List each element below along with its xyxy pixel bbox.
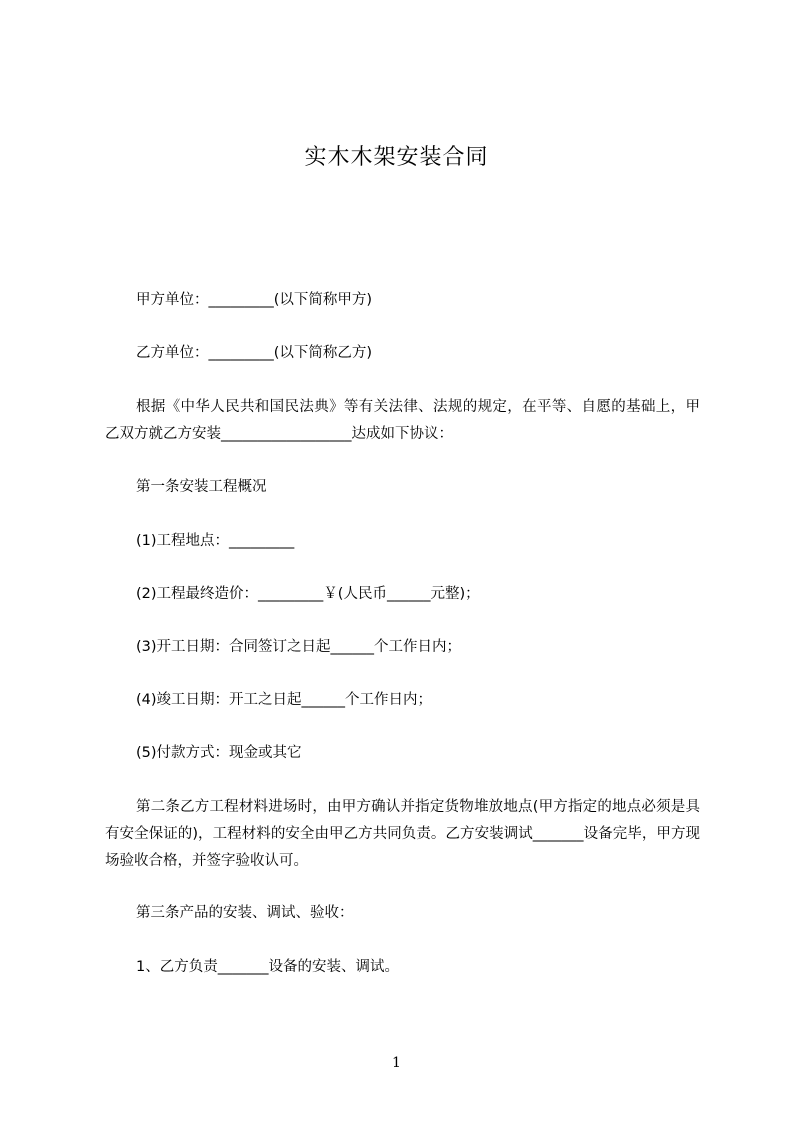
page-number: 1 <box>392 1055 401 1071</box>
project-location-line: (1)工程地点：_________ <box>136 533 295 549</box>
document-title: 实木木架安装合同 <box>304 145 489 170</box>
article-2-paragraph: 第二条乙方工程材料进场时，由甲方确认并指定货物堆放地点(甲方指定的地点必须是具有安全保证的)，工程材料的安全由甲乙方共同负责。乙方安装调试_______设备完毕，甲方现场验收合格，并签字验收认可。 <box>105 799 700 869</box>
completion-date-line: (4)竣工日期：开工之日起______个工作日内； <box>136 692 433 708</box>
article-3-item-1: 1、乙方负责_______设备的安装、调试。 <box>136 959 399 975</box>
party-a-line: 甲方单位：_________(以下简称甲方) <box>136 292 373 308</box>
article-3-heading: 第三条产品的安装、调试、验收： <box>136 905 354 921</box>
article-1-heading: 第一条安装工程概况 <box>136 479 267 495</box>
party-b-line: 乙方单位：_________(以下简称乙方) <box>136 345 373 361</box>
payment-method-line: (5)付款方式：现金或其它 <box>136 745 302 761</box>
project-cost-line: (2)工程最终造价：_________￥(人民币______元整)； <box>136 586 480 602</box>
preamble-paragraph: 根据《中华人民共和国民法典》等有关法律、法规的规定，在平等、自愿的基础上，甲乙双方就乙方安装__________________达成如下协议： <box>105 399 700 442</box>
start-date-line: (3)开工日期：合同签订之日起______个工作日内； <box>136 639 462 655</box>
